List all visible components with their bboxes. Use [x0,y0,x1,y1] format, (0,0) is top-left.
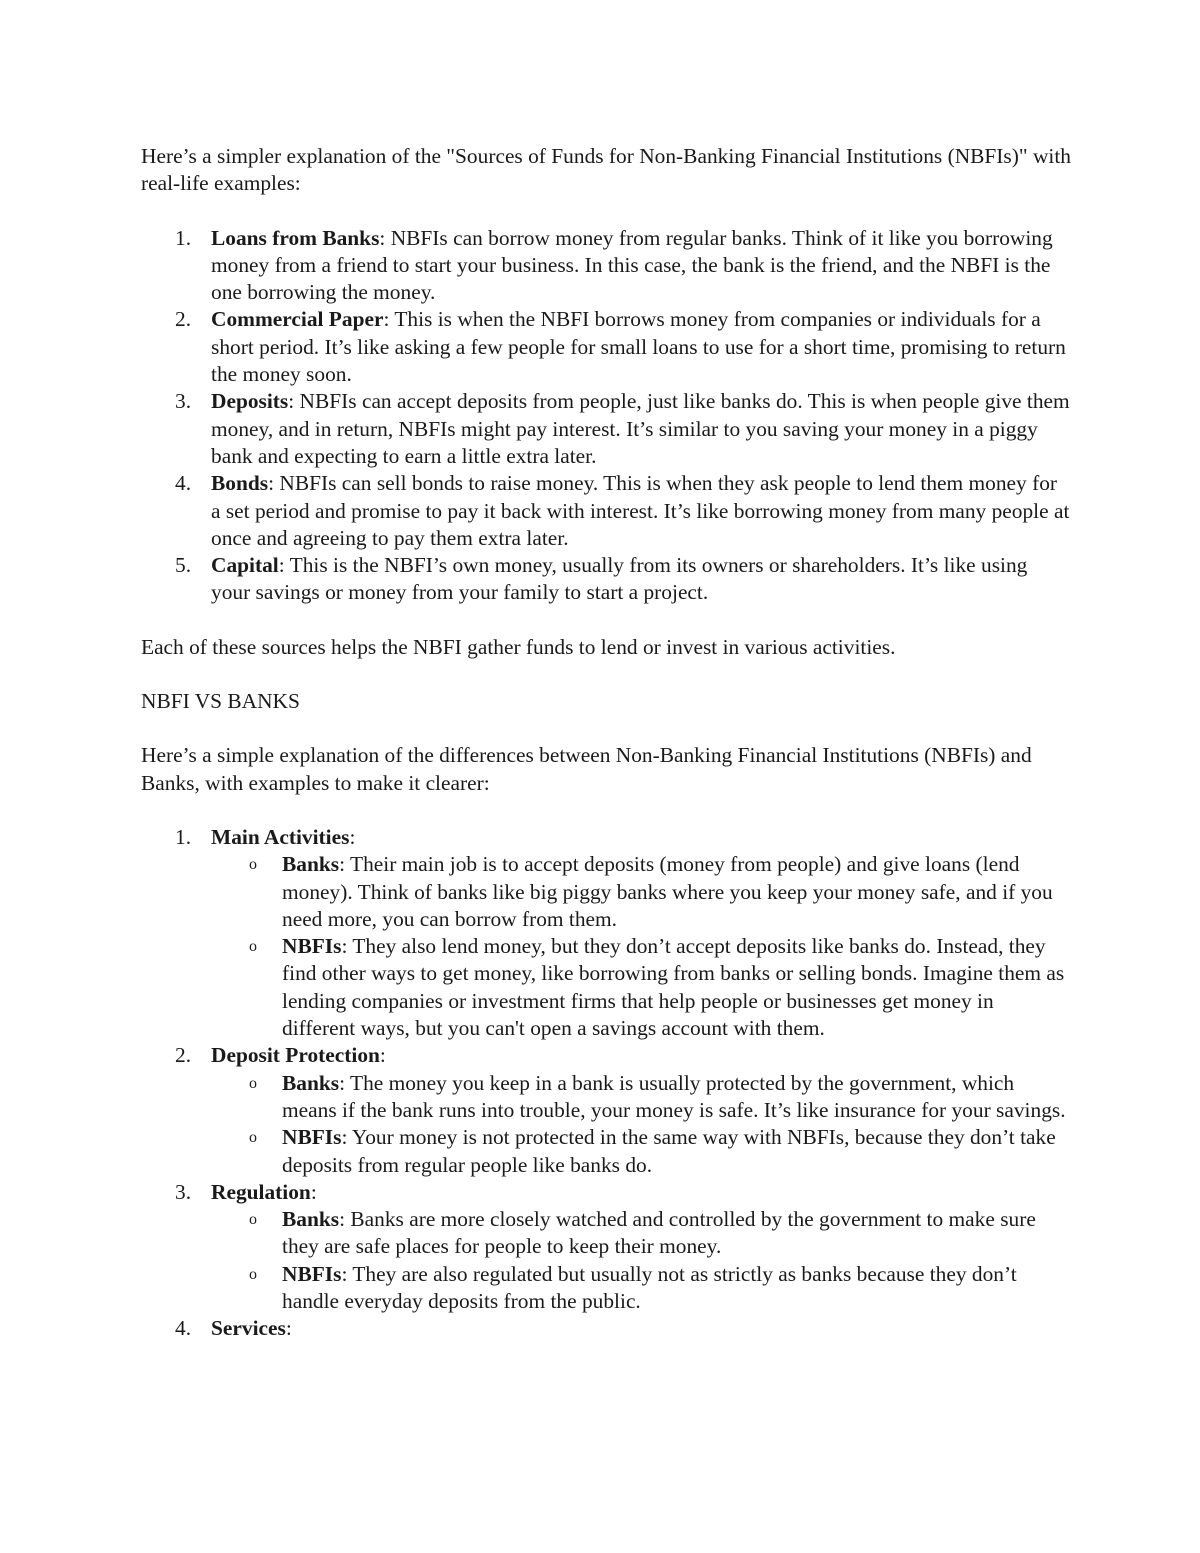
term-label: Regulation [211,1179,311,1204]
list-number: 1. [175,824,192,849]
bullet-icon: o [249,1129,257,1147]
term-suffix: : [379,1043,386,1068]
term-description: : NBFIs can sell bonds to raise money. This is when they ask people to lend them money for a set period and promise to pay it back with interest. It’s like borrowing money from many people at once and agreeing to pay them extra later. [211,471,1070,550]
term-label: NBFIs [282,934,342,959]
bullet-icon: o [249,1211,257,1229]
list-item [141,470,1071,552]
list-item [141,1042,1071,1178]
list-item [141,225,1071,307]
term-suffix: : [310,1179,317,1204]
list-number: 5. [175,553,192,578]
sub-list-item [211,933,1071,1042]
bullet-icon: o [249,1074,257,1092]
term-label: Capital [211,553,279,578]
term-description: : They are also regulated but usually not as strictly as banks because they don’t handle everyday deposits from the public. [282,1261,1017,1313]
term-description: : Banks are more closely watched and controlled by the government to make sure they are safe places for people to keep their money. [282,1207,1036,1259]
list-item [141,1315,1071,1342]
term-label: Main Activities [211,824,350,849]
term-description: : Their main job is to accept deposits (money from people) and give loans (lend money). Think of banks like big piggy banks where you keep your money safe, and if you need more, you can borrow from them. [282,852,1053,931]
sub-list-item [211,1070,1071,1125]
term-label: Deposit Protection [211,1043,380,1068]
term-label: Services [211,1316,286,1341]
list-number: 3. [175,1179,192,1204]
term-label: Loans from Banks [211,225,380,250]
term-description: : NBFIs can accept deposits from people, just like banks do. This is when people give them money, and in return, NBFIs might pay interest. It’s similar to you saving your money in a piggy bank and expecting to earn a little extra later. [211,389,1070,468]
term-description: : They also lend money, but they don’t accept deposits like banks do. Instead, they find other ways to get money, like borrowing from banks or selling bonds. Imagine them as lending companies or investment firms that help people or businesses get money in different ways, but you can't open a savings account with them. [282,934,1065,1041]
term-description: : Your money is not protected in the same way with NBFIs, because they don’t take deposits from regular people like banks do. [282,1125,1056,1177]
list-item [141,824,1071,1042]
term-description: : The money you keep in a bank is usually protected by the government, which means if the bank runs into trouble, your money is safe. It’s like insurance for your savings. [282,1070,1066,1122]
intro-paragraph: Here’s a simpler explanation of the "Sources of Funds for Non-Banking Financial Institutions (NBFIs)" with real-life examples: [141,144,1071,196]
section-heading: NBFI VS BANKS [141,689,300,714]
list-number: 3. [175,389,192,414]
term-description: : This is when the NBFI borrows money from companies or individuals for a short period. It’s like asking a few people for small loans to use for a short time, promising to return the money soon. [211,307,1066,387]
list-item [141,1179,1071,1315]
bullet-icon: o [249,1265,257,1283]
sub-list-item [211,1206,1071,1261]
list-number: 2. [175,1043,192,1068]
summary-paragraph: Each of these sources helps the NBFI gather funds to lend or invest in various activities. [141,634,896,659]
sub-list-item [211,1124,1071,1179]
term-label: Commercial Paper [211,307,384,332]
sub-list-item [211,1261,1071,1316]
term-description: : NBFIs can borrow money from regular banks. Think of it like you borrowing money from a friend to start your business. In this case, the bank is the friend, and the NBFI is the one borrowing the money. [211,225,1053,305]
list-number: 2. [175,307,192,332]
intro2-paragraph: Here’s a simple explanation of the differences between Non-Banking Financial Institutions (NBFIs) and Banks, with examples to make it clearer: [141,743,1032,795]
term-label: NBFIs [282,1125,342,1150]
list-item [141,552,1071,607]
term-label: Banks [282,1207,340,1232]
list-item [141,306,1071,388]
sub-list [211,1206,1071,1315]
list-number: 4. [175,1316,192,1341]
list-number: 4. [175,471,192,496]
term-suffix: : [285,1316,292,1341]
sub-list-item [211,851,1071,933]
differences-list [141,824,1071,1343]
bullet-icon: o [249,938,257,956]
sources-list [141,225,1071,607]
list-number: 1. [175,225,192,250]
bullet-icon: o [249,856,257,874]
term-label: Banks [282,852,340,877]
sub-list [211,1070,1071,1179]
term-label: NBFIs [282,1261,342,1286]
list-item [141,388,1071,470]
term-label: Deposits [211,389,289,414]
term-label: Banks [282,1070,340,1095]
term-description: : This is the NBFI’s own money, usually from its owners or shareholders. It’s like using your savings or money from your family to start a project. [211,553,1028,605]
term-suffix: : [349,824,356,849]
term-label: Bonds [211,471,269,496]
sub-list [211,851,1071,1042]
document-page [141,143,1071,1370]
